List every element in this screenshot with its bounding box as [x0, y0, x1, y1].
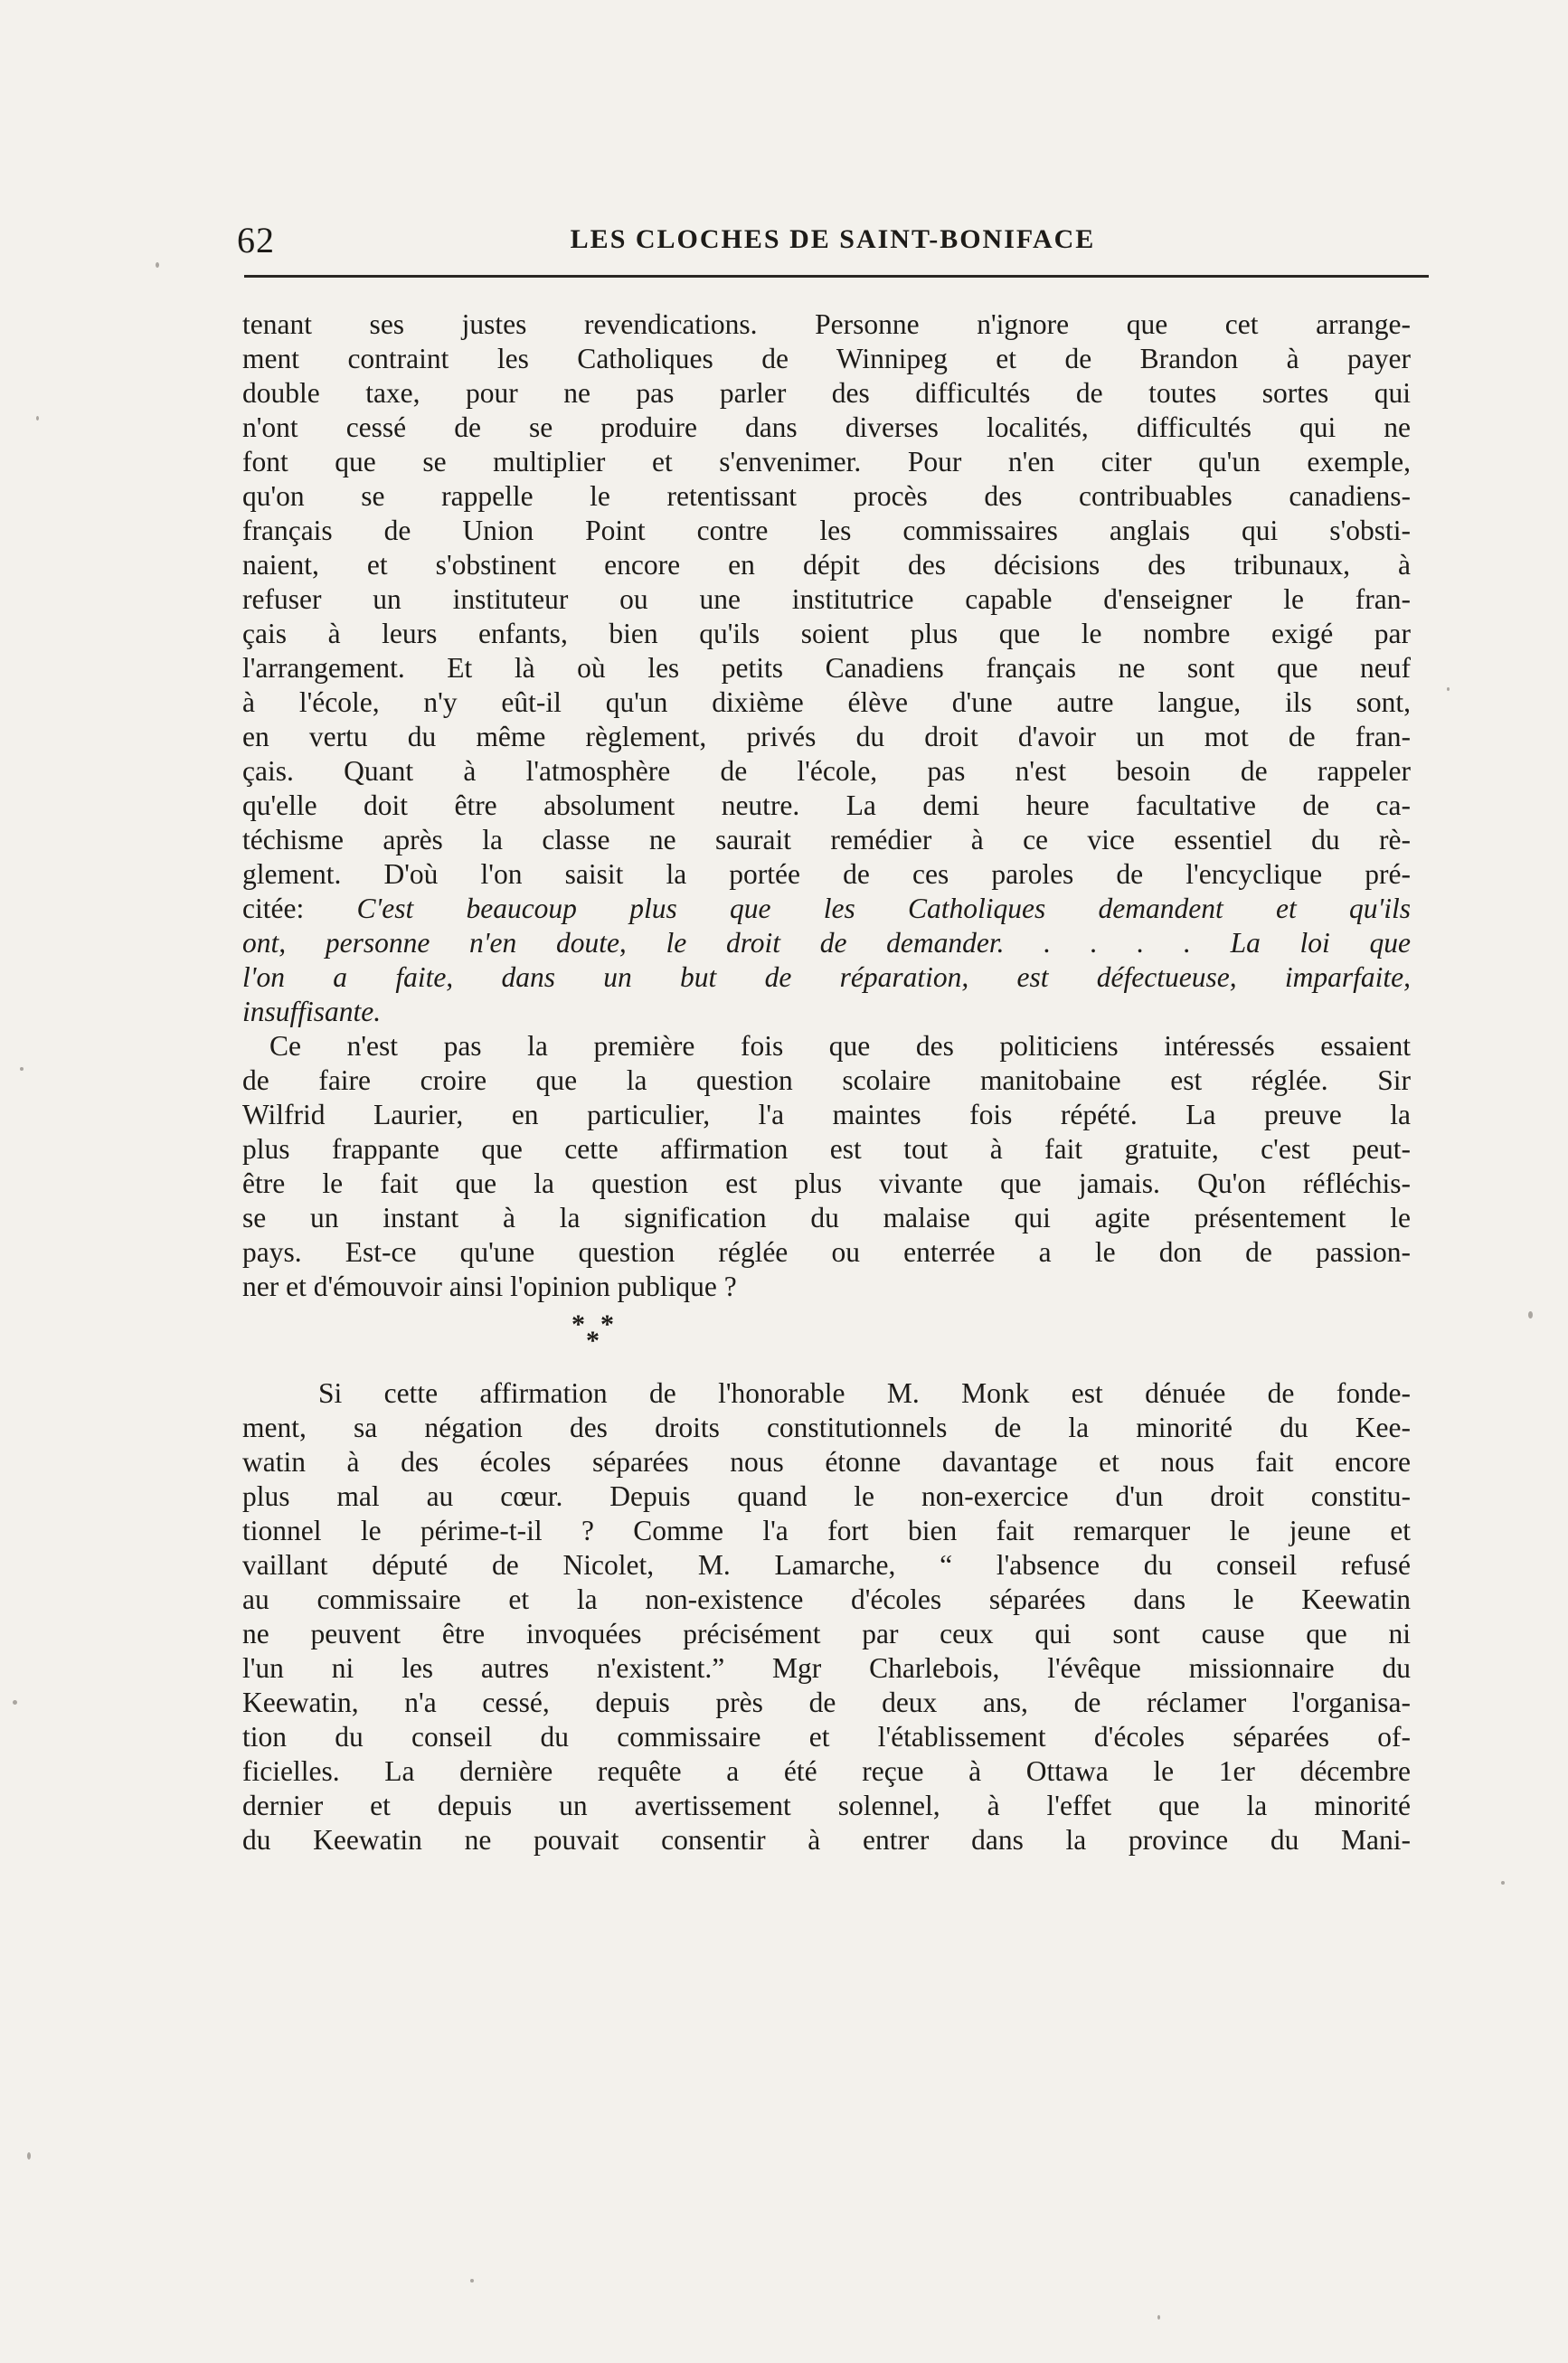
text-line: se un instant à la signification du malaise qui agite présentement le [242, 1202, 1411, 1233]
text-line: être le fait que la question est plus vivante que jamais. Qu'on réfléchis- [242, 1167, 1411, 1199]
text-line: tenant ses justes revendications. Personne n'ignore que cet arrange- [242, 308, 1411, 340]
text-line: n'ont cessé de se produire dans diverses localités, difficultés qui ne [242, 411, 1411, 443]
paragraph-2 [242, 1029, 1411, 1304]
text-line: pays. Est-ce qu'une question réglée ou enterrée a le don de passion- [242, 1236, 1411, 1268]
asterism-star: * [571, 1309, 585, 1339]
text-line: watin à des écoles séparées nous étonne davantage et nous fait encore [242, 1446, 1411, 1478]
running-title: LES CLOCHES DE SAINT-BONIFACE [570, 224, 1096, 254]
encyclical-quote: insuffisante. [242, 996, 382, 1027]
text-line: Ce n'est pas la première fois que des politiciens intéressés essaient [269, 1030, 1411, 1062]
text-line: ficielles. La dernière requête a été reçue à Ottawa le 1er décembre [242, 1755, 1411, 1787]
text-line: téchisme après la classe ne saurait remédier à ce vice essentiel du rè- [242, 824, 1411, 855]
quote-intro: citée: [242, 893, 357, 924]
section-asterism [571, 1304, 1411, 1376]
text-line: ment contraint les Catholiques de Winnipeg et de Brandon à payer [242, 343, 1411, 374]
text-line: çais. Quant à l'atmosphère de l'école, pas n'est besoin de rappeler [242, 755, 1411, 787]
text-line: ne peuvent être invoquées précisément par ceux qui sont cause que ni [242, 1618, 1411, 1649]
encyclical-quote: l'on a faite, dans un but de réparation, est défectueuse, imparfaite, [242, 961, 1411, 993]
text-line: glement. D'où l'on saisit la portée de ces paroles de l'encyclique pré- [242, 858, 1411, 890]
text-line: vaillant député de Nicolet, M. Lamarche, “ l'absence du conseil refusé [242, 1549, 1411, 1581]
text-line: tion du conseil du commissaire et l'établissement d'écoles séparées of- [242, 1721, 1411, 1753]
text-line: Si cette affirmation de l'honorable M. Monk est dénuée de fonde- [318, 1377, 1411, 1409]
scan-speck [1528, 1311, 1533, 1319]
asterism-star: * [586, 1326, 600, 1356]
scan-speck [1157, 2315, 1160, 2320]
scan-speck [27, 2152, 31, 2160]
text-line: naient, et s'obstinent encore en dépit des décisions des tribunaux, à [242, 549, 1411, 581]
scan-speck [36, 416, 39, 421]
text-line: ner et d'émouvoir ainsi l'opinion publique ? [242, 1271, 737, 1302]
text-line: plus mal au cœur. Depuis quand le non-exercice d'un droit constitu- [242, 1480, 1411, 1512]
text-line: français de Union Point contre les commissaires anglais qui s'obsti- [242, 515, 1411, 546]
text-line-quote-start [242, 892, 1411, 926]
header-rule [244, 275, 1429, 278]
text-line: Keewatin, n'a cessé, depuis près de deux ans, de réclamer l'organisa- [242, 1687, 1411, 1718]
text-line: dernier et depuis un avertissement solennel, à l'effet que la minorité [242, 1790, 1411, 1821]
text-line: Wilfrid Laurier, en particulier, l'a maintes fois répété. La preuve la [242, 1099, 1411, 1130]
text-line: font que se multiplier et s'envenimer. Pour n'en citer qu'un exemple, [242, 446, 1411, 477]
paragraph-3 [242, 1376, 1411, 1857]
text-line: double taxe, pour ne pas parler des difficultés de toutes sortes qui [242, 377, 1411, 409]
asterism-star: * [600, 1309, 614, 1339]
text-line: qu'on se rappelle le retentissant procès des contribuables canadiens- [242, 480, 1411, 512]
text-line: qu'elle doit être absolument neutre. La demi heure facultative de ca- [242, 789, 1411, 821]
text-line: l'un ni les autres n'existent.” Mgr Charlebois, l'évêque missionnaire du [242, 1652, 1411, 1684]
text-line: de faire croire que la question scolaire manitobaine est réglée. Sir [242, 1064, 1411, 1096]
scan-speck [470, 2279, 474, 2283]
text-line: refuser un instituteur ou une institutrice capable d'enseigner le fran- [242, 583, 1411, 615]
text-line: ment, sa négation des droits constitutionnels de la minorité du Kee- [242, 1412, 1411, 1443]
text-line: en vertu du même règlement, privés du droit d'avoir un mot de fran- [242, 721, 1411, 752]
text-line: çais à leurs enfants, bien qu'ils soient plus que le nombre exigé par [242, 618, 1411, 649]
encyclical-quote: C'est beaucoup plus que les Catholiques demandent et qu'ils [356, 893, 1411, 924]
text-line: au commissaire et la non-existence d'écoles séparées dans le Keewatin [242, 1583, 1411, 1615]
scan-speck [156, 262, 159, 268]
scan-speck [20, 1067, 24, 1071]
text-line: tionnel le périme-t-il ? Comme l'a fort bien fait remarquer le jeune et [242, 1515, 1411, 1546]
scan-speck [1501, 1881, 1505, 1885]
paragraph-1 [242, 307, 1411, 1029]
page-header [237, 215, 1429, 269]
page-number: 62 [237, 220, 275, 260]
text-line: plus frappante que cette affirmation est tout à fait gratuite, c'est peut- [242, 1133, 1411, 1165]
body-text [242, 307, 1411, 1857]
scan-speck [13, 1700, 17, 1705]
encyclical-quote: ont, personne n'en doute, le droit de demander. . . . . La loi que [242, 927, 1411, 959]
scan-speck [1447, 687, 1450, 691]
text-line: à l'école, n'y eût-il qu'un dixième élève d'une autre langue, ils sont, [242, 686, 1411, 718]
text-line: l'arrangement. Et là où les petits Canadiens français ne sont que neuf [242, 652, 1411, 684]
text-line: du Keewatin ne pouvait consentir à entrer dans la province du Mani- [242, 1824, 1411, 1856]
